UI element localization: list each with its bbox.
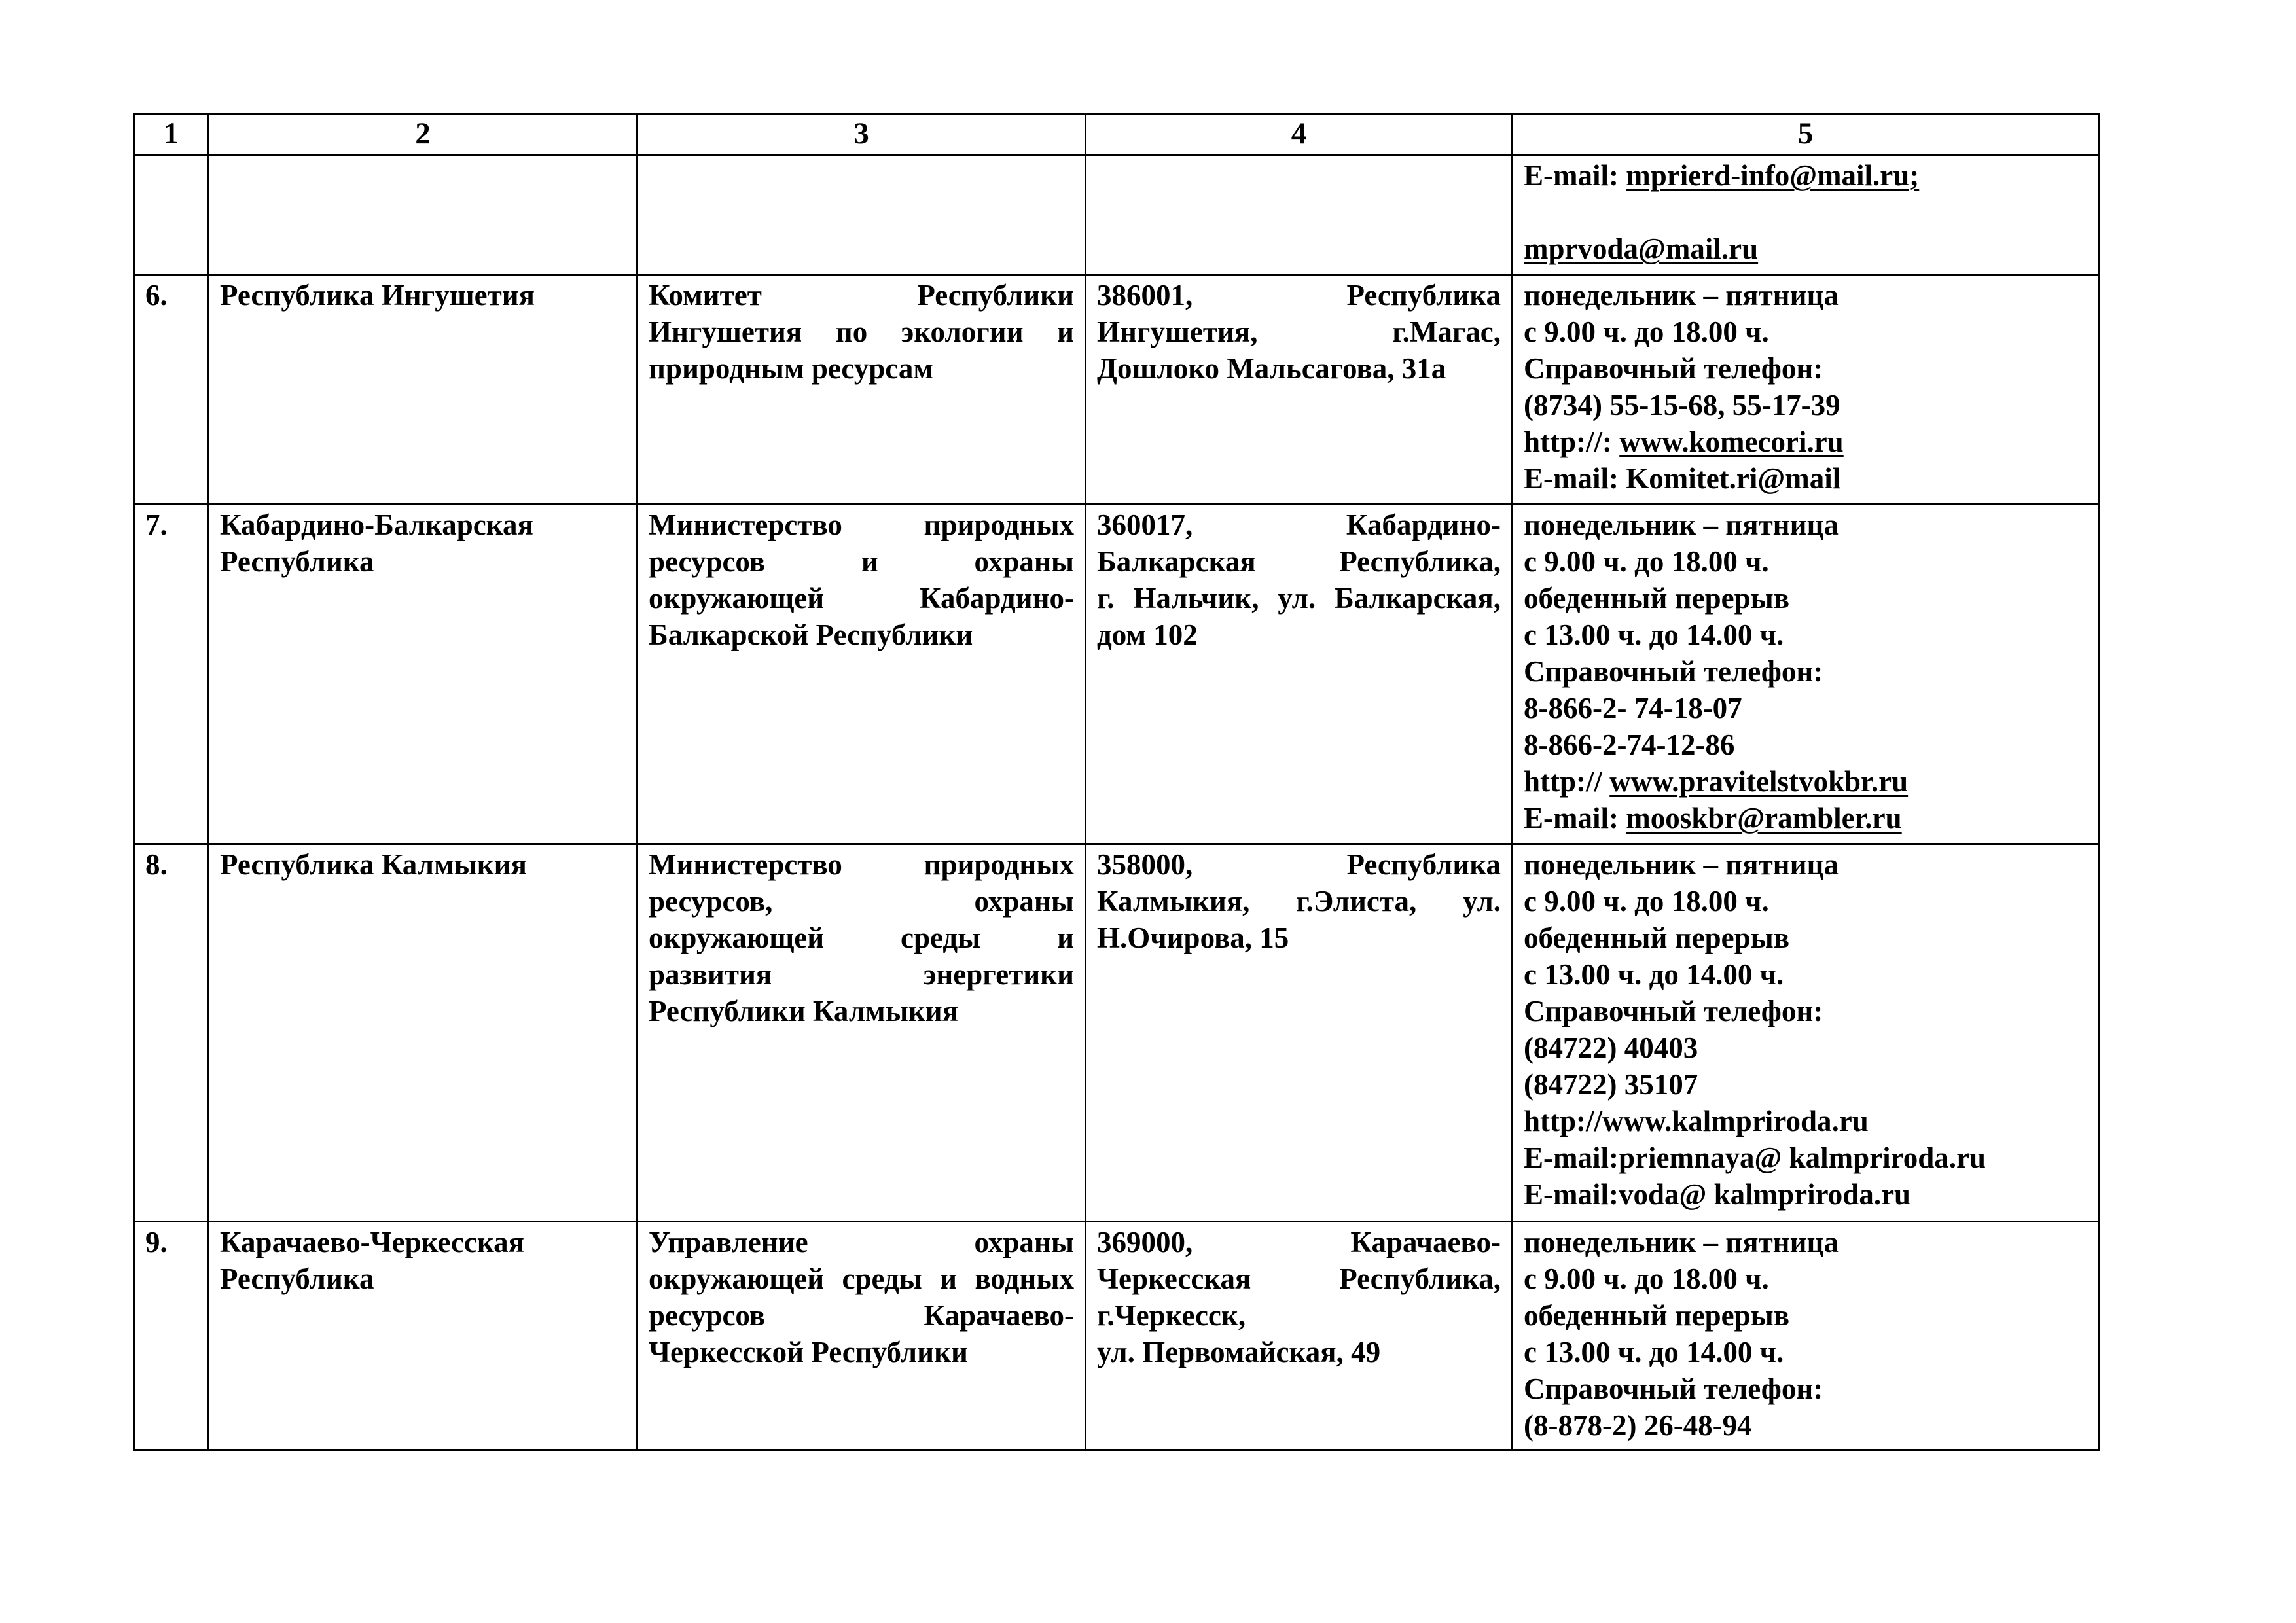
table-row [134,1222,2099,1450]
contact-text: с 13.00 ч. до 14.00 ч. [1524,1336,1784,1368]
table-header-row [134,114,2099,155]
address-line: 369000, Карачаево- [1097,1226,1501,1258]
organization-line: окружающей среды и [649,921,1074,954]
address-line: 386001, Республика [1097,279,1501,312]
contact-text: обеденный перерыв [1524,921,1790,954]
contact-text: (84722) 35107 [1524,1068,1698,1101]
region-cell: Карачаево-Черкесская Республика [209,1222,637,1450]
contact-line [1524,1139,2087,1176]
contact-line [1524,230,2087,267]
region-cell [209,155,637,275]
contact-text: с 9.00 ч. до 18.00 ч. [1524,1262,1769,1295]
organization-line: природным ресурсам [649,352,933,385]
contact-text: Справочный телефон: [1524,995,1823,1027]
contact-text: понедельник – пятница [1524,1226,1839,1258]
contacts-cell [1513,505,2099,844]
address-line: Ингушетия, г.Магас, [1097,315,1501,348]
contact-line [1524,993,2087,1029]
contact-line [1524,1066,2087,1103]
contact-text: http://www.kalmpriroda.ru [1524,1105,1869,1137]
contact-line [1524,1260,2087,1297]
contact-text: 8-866-2- 74-18-07 [1524,692,1742,724]
table-row [134,844,2099,1222]
contact-text: обеденный перерыв [1524,582,1790,615]
table-row [134,275,2099,505]
contact-line [1524,726,2087,763]
column-header-5: 5 [1513,114,2099,155]
organization-line: Комитет Республики [649,279,1074,312]
organization-cell [637,844,1086,1222]
contacts-cell [1513,844,2099,1222]
contact-line [1524,1334,2087,1370]
contact-link[interactable]: www.komecori.ru [1619,425,1844,458]
region-cell: Кабардино-Балкарская Республика [209,505,637,844]
address-line: г.Черкесск, [1097,1299,1246,1332]
organization-line: окружающей Кабардино- [649,582,1074,615]
contact-text: E-mail:voda@ kalmpriroda.ru [1524,1178,1911,1211]
address-cell [1086,155,1513,275]
contact-text: с 9.00 ч. до 18.00 ч. [1524,885,1769,918]
contact-line [1524,387,2087,423]
contact-text: понедельник – пятница [1524,508,1839,541]
table-row [134,155,2099,275]
contact-line [1524,690,2087,726]
row-number-cell [134,155,209,275]
column-header-1: 1 [134,114,209,155]
address-cell [1086,505,1513,844]
organization-cell [637,1222,1086,1450]
contact-line [1524,313,2087,350]
address-line: 360017, Кабардино- [1097,508,1501,541]
address-line: Дошлоко Мальсагова, 31а [1097,352,1446,385]
contact-text: обеденный перерыв [1524,1299,1790,1332]
organization-line: Ингушетия по экологии и [649,315,1074,348]
contact-line [1524,507,2087,543]
row-number-cell: 9. [134,1222,209,1450]
organization-line: Республики Калмыкия [649,995,959,1027]
contact-line [1524,800,2087,836]
contact-line [1524,956,2087,993]
address-line: Балкарская Республика, [1097,545,1501,578]
contact-text: с 9.00 ч. до 18.00 ч. [1524,315,1769,348]
address-line: дом 102 [1097,618,1198,651]
address-line: г. Нальчик, ул. Балкарская, [1097,582,1501,615]
contact-link[interactable]: www.pravitelstvokbr.ru [1609,765,1909,798]
contact-line [1524,1029,2087,1066]
contact-line [1524,1297,2087,1334]
column-header-4: 4 [1086,114,1513,155]
contact-line [1524,919,2087,956]
row-number-cell: 8. [134,844,209,1222]
address-cell [1086,275,1513,505]
contact-line [1524,460,2087,497]
row-number-cell: 6. [134,275,209,505]
address-line: Калмыкия, г.Элиста, ул. [1097,885,1501,918]
address-cell [1086,1222,1513,1450]
contact-line [1524,350,2087,387]
address-line: 358000, Республика [1097,848,1501,881]
region-cell: Республика Ингушетия [209,275,637,505]
contact-line [1524,277,2087,313]
organization-line: Министерство природных [649,848,1074,881]
contact-text: E-mail:priemnaya@ kalmpriroda.ru [1524,1141,1986,1174]
contact-line [1524,1224,2087,1260]
contacts-cell [1513,155,2099,275]
contact-line [1524,1407,2087,1444]
organization-line: Управление охраны [649,1226,1074,1258]
contact-line [1524,1370,2087,1407]
organization-line: ресурсов и охраны [649,545,1074,578]
contact-text: 8-866-2-74-12-86 [1524,728,1735,761]
contact-text: понедельник – пятница [1524,279,1839,312]
contact-text: E-mail: [1524,159,1626,192]
row-number-cell: 7. [134,505,209,844]
contact-link[interactable]: mprvoda@mail.ru [1524,232,1759,265]
contact-line [1524,1176,2087,1213]
contact-text: http://: [1524,425,1620,458]
contact-text: E-mail: [1524,802,1626,834]
address-cell [1086,844,1513,1222]
organization-cell [637,275,1086,505]
contact-text: Справочный телефон: [1524,655,1823,688]
organization-line: окружающей среды и водных [649,1262,1074,1295]
contact-line [1524,580,2087,616]
address-line: ул. Первомайская, 49 [1097,1336,1381,1368]
contact-text: http:// [1524,765,1610,798]
contact-line [1524,653,2087,690]
contacts-cell [1513,1222,2099,1450]
contact-line [1524,1103,2087,1139]
contact-link[interactable]: mprierd-info@mail.ru; [1626,159,1920,192]
contact-text: с 13.00 ч. до 14.00 ч. [1524,958,1784,991]
address-line: Н.Очирова, 15 [1097,921,1289,954]
contact-link[interactable]: mooskbr@rambler.ru [1626,802,1902,834]
organization-cell [637,505,1086,844]
contact-line [1524,194,2087,230]
contact-text: Справочный телефон: [1524,352,1823,385]
organization-cell [637,155,1086,275]
contact-line [1524,846,2087,883]
contact-text: с 9.00 ч. до 18.00 ч. [1524,545,1769,578]
contact-line [1524,883,2087,919]
contact-line [1524,423,2087,460]
contact-text: E-mail: Komitet.ri@mail [1524,462,1841,495]
contact-text: (8734) 55-15-68, 55-17-39 [1524,389,1840,421]
organization-line: развития энергетики [649,958,1074,991]
table-row [134,505,2099,844]
contact-text: Справочный телефон: [1524,1372,1823,1405]
contact-line [1524,616,2087,653]
column-header-2: 2 [209,114,637,155]
organization-line: ресурсов Карачаево- [649,1299,1074,1332]
address-line: Черкесская Республика, [1097,1262,1501,1295]
contact-line [1524,543,2087,580]
contact-text: понедельник – пятница [1524,848,1839,881]
organizations-table [133,113,2100,1451]
organization-line: Министерство природных [649,508,1074,541]
contact-text: с 13.00 ч. до 14.00 ч. [1524,618,1784,651]
organization-line: ресурсов, охраны [649,885,1074,918]
organization-line: Балкарской Республики [649,618,973,651]
contact-text: (8-878-2) 26-48-94 [1524,1409,1752,1442]
column-header-3: 3 [637,114,1086,155]
region-cell: Республика Калмыкия [209,844,637,1222]
organization-line: Черкесской Республики [649,1336,968,1368]
contacts-cell [1513,275,2099,505]
contact-line [1524,763,2087,800]
contact-text: (84722) 40403 [1524,1031,1698,1064]
contact-line [1524,157,2087,194]
